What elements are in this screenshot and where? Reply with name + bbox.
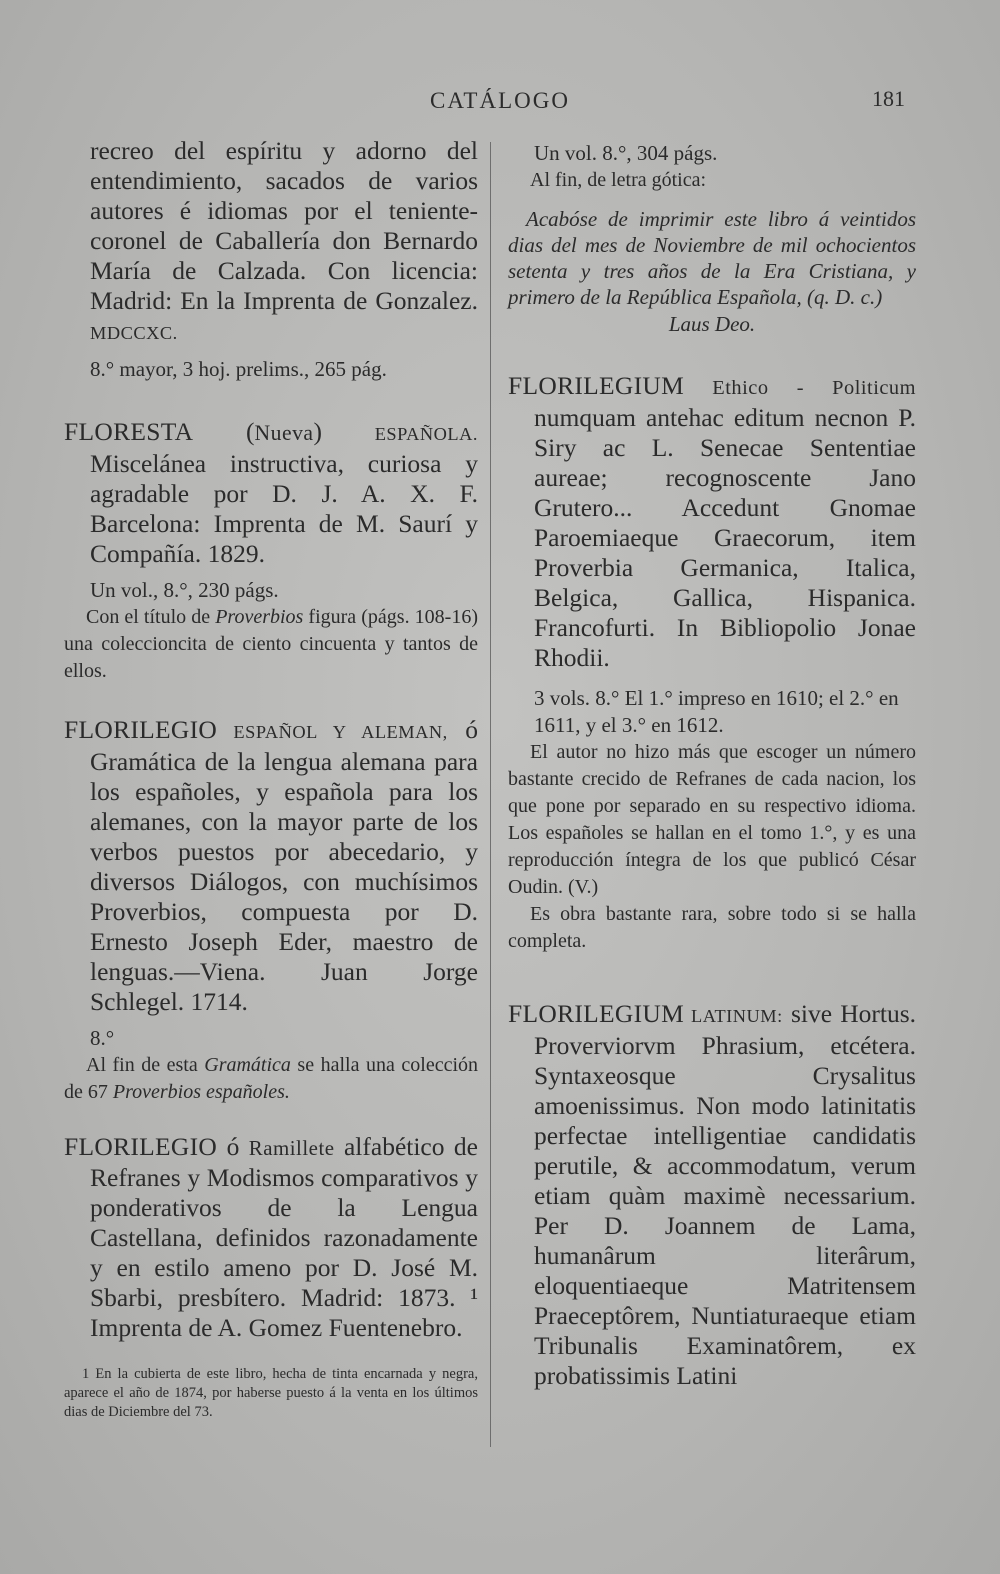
entry-lemma: FLORILEGIUM	[508, 999, 685, 1028]
entry-text: ó Gramática de la lengua alemana para los españoles, y española para los alemanes, con la mayor parte de los verbos puestos por abecedario, y diversos Diálogos, con muchísimos Proverbios, compuesta por D. Ernesto Joseph Eder, maestro de lenguas.—Viena. Juan Jorge Schlegel. 1714.	[90, 715, 478, 1016]
entry-text: Miscelánea instructiva, curiosa y agradable por D. J. A. X. F. Barcelona: Imprenta de M. Saurí y Compañía. 1829.	[90, 449, 478, 568]
paren-open: (	[193, 417, 255, 446]
entry-note	[64, 1052, 478, 1106]
entry-lemma: FLORILEGIUM	[508, 371, 685, 400]
entry-lemma: FLORILEGIO	[64, 715, 218, 744]
entry-florilegio-ramillete	[64, 1132, 478, 1422]
column-rule	[490, 142, 491, 1447]
entry-heading	[64, 715, 478, 1017]
entry-florilegio-espanol	[64, 715, 478, 1106]
entry-smallcaps: LATINUM:	[684, 1006, 783, 1026]
entry-smallcaps: Ramillete	[248, 1136, 335, 1160]
entry-meta: Un vol., 8.°, 230 págs.	[90, 578, 279, 602]
entry-text: sive Hortus. Proverviorvm Phrasium, etcétera. Syntaxeosque Crysalitus amoenissimus. Non modo latinitatis perfectae intelligentiae candidatis perutile, & accommodatum, verum etiam quàm maximè necessarium. Per D. Joannem de Lama, humanârum literârum, eloquentiaeque Matritensem Praeceptôrem, Nuntiaturaeque etiam Tribunalis Examinatôrem, ex probatissimis Latini	[534, 999, 916, 1390]
entry-smallcaps: ESPAÑOL Y ALEMAN,	[217, 722, 448, 742]
note-text: Con el título de	[86, 606, 216, 628]
entry-calzada-continued	[64, 136, 478, 383]
note-text: Al fin de esta	[86, 1054, 205, 1076]
entry-floresta	[64, 417, 478, 685]
entry-heading	[508, 999, 916, 1391]
entry-text: alfabético de Refranes y Modismos comparativos y ponderativos de la Lengua Castellana, definidos razonadamente y en estilo ameno por D. José M. Sbarbi, presbítero. Madrid: 1873. ¹ Imprenta de A. Gomez Fuentenebro.	[90, 1132, 478, 1342]
entry-meta: 8.°	[90, 1026, 115, 1050]
entry-lemma: FLORESTA	[64, 417, 194, 446]
running-title: CATÁLOGO	[430, 88, 570, 113]
left-column	[64, 136, 478, 1448]
entry-note: Es obra bastante rara, sobre todo si se halla completa.	[508, 903, 916, 952]
entry-meta: 8.° mayor, 3 hoj. prelims., 265 pág.	[90, 357, 387, 381]
roman-date: MDCCXC.	[90, 323, 178, 343]
colophon-quote: Acabóse de imprimir este libro á veintidos dias del mes de Noviembre de mil ochocientos setenta y tres años de la Era Cristiana, y primero de la República Española, (q. D. c.)	[508, 207, 916, 309]
entry-note: El autor no hizo más que escoger un número bastante crecido de Refranes de cada nacion, los que pone por separado en su respectivo idioma. Los españoles se hallan en el tomo 1.°, y es una reproducción íntegra de los que publicó César Oudin. (V.)	[508, 741, 916, 898]
note-text: se halla una colección de 67	[64, 1054, 479, 1103]
entry-heading	[508, 371, 916, 673]
entry-smallcaps: ESPAÑOLA.	[374, 424, 478, 444]
entry-smallcaps: Ethico - Politicum	[684, 377, 916, 399]
entry-subword: Nueva	[254, 421, 314, 445]
right-column	[508, 136, 916, 1417]
entry-note: Al fin, de letra gótica:	[530, 169, 707, 191]
laus-deo: Laus Deo.	[668, 312, 756, 336]
note-italic: Gramática	[204, 1054, 291, 1076]
entry-text: numquam antehac editum necnon P. Siry ac L. Senecae Sententiae aureae; recognoscente Jano Grutero... Accedunt Gnomae Paroemiaeque Graecorum, item Proverbia Germanica, Italica, Belgica, Gallica, Hispanica. Francofurti. In Bibliopolio Jonae Rhodii.	[534, 403, 916, 672]
entry-florilegium-latinum	[508, 999, 916, 1391]
footnote: 1 En la cubierta de este libro, hecha de tinta encarnada y negra, aparece el año de 1874, por haberse puesto á la venta en los últimos dias de Diciembre del 73.	[64, 1366, 478, 1420]
entry-heading	[64, 417, 478, 569]
note-italic: Proverbios españoles.	[112, 1081, 290, 1103]
entry-heading	[64, 1132, 478, 1343]
entry-body	[64, 136, 478, 348]
entry-meta: Un vol. 8.°, 304 págs.	[534, 141, 718, 165]
entry-note	[64, 604, 478, 685]
entry-lemma: FLORILEGIO	[64, 1132, 218, 1161]
paren-close: )	[313, 417, 375, 446]
entry-conj: ó	[217, 1132, 249, 1161]
entry-sbarbi-continued	[508, 140, 916, 337]
entry-text: recreo del espíritu y adorno del entendimiento, sacados de varios autores é idiomas por el teniente-coronel de Caballería don Bernardo María de Calzada. Con licencia: Madrid: En la Imprenta de Gonzalez.	[90, 136, 478, 315]
note-text: figura (págs. 108-16) una coleccioncita de ciento cincuenta y tantos de ellos.	[64, 606, 478, 682]
entry-meta: 3 vols. 8.° El 1.° impreso en 1610; el 2.° en 1611, y el 3.° en 1612.	[534, 686, 899, 737]
note-italic: Proverbios	[215, 606, 304, 628]
entry-florilegium-ethico	[508, 371, 916, 955]
page-number: 181	[872, 86, 905, 111]
